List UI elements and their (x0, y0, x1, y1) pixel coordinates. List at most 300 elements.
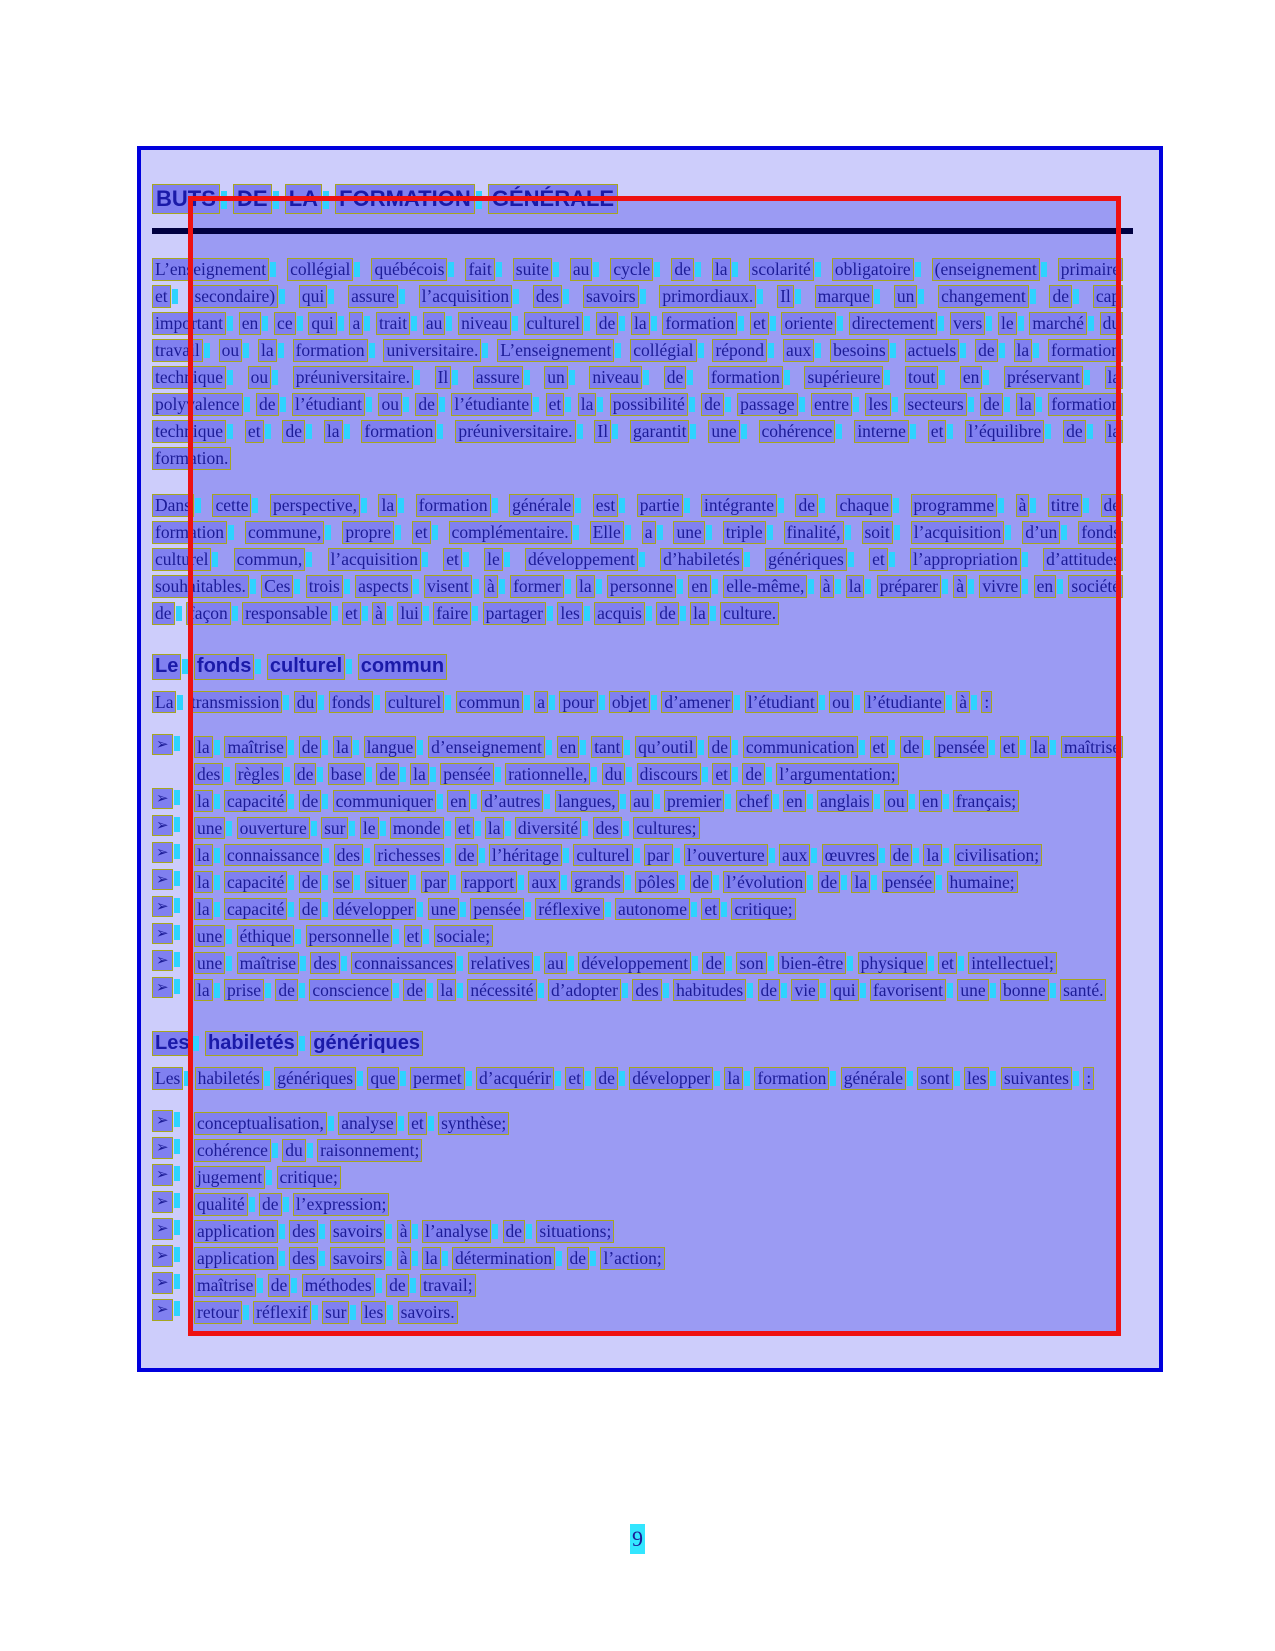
space-marker (386, 1224, 392, 1239)
ocr-word: l’appropriation (910, 548, 1021, 571)
space-marker (265, 424, 271, 439)
space-marker (278, 343, 284, 358)
ocr-word: possibilité (610, 393, 688, 416)
page-title (152, 184, 1123, 214)
title-rule (152, 228, 1133, 234)
ocr-word: en (783, 790, 806, 813)
list-bullet-icon: ➢ (152, 1137, 173, 1159)
bullet-cell (152, 923, 180, 945)
space-marker (807, 875, 813, 890)
space-marker (874, 289, 880, 304)
space-marker (947, 424, 953, 439)
space-marker (983, 370, 989, 385)
space-marker (770, 316, 776, 331)
ocr-word: le (360, 817, 379, 840)
space-marker (1036, 397, 1042, 412)
space-marker (346, 659, 352, 674)
space-marker (1022, 579, 1028, 594)
space-marker (741, 424, 747, 439)
list-item (152, 869, 1123, 896)
space-marker (924, 740, 930, 755)
text-line (152, 689, 1123, 716)
space-marker (947, 983, 953, 998)
ocr-word: de (596, 312, 619, 335)
list-bullet-icon: ➢ (152, 977, 173, 999)
space-marker (311, 821, 317, 836)
space-marker (524, 370, 530, 385)
space-marker (176, 606, 182, 621)
ocr-word: capacité (224, 790, 287, 813)
space-marker (294, 579, 300, 594)
ocr-word: programme (911, 494, 998, 517)
text-line (152, 337, 1123, 364)
space-marker (214, 740, 220, 755)
space-marker (174, 1301, 180, 1316)
space-marker (193, 1036, 199, 1051)
space-marker (174, 925, 180, 940)
space-marker (943, 794, 949, 809)
space-marker (732, 740, 738, 755)
space-marker (568, 956, 574, 971)
list-item-line (152, 842, 1123, 869)
ocr-word: méthodes (302, 1274, 375, 1297)
ocr-word: critique; (731, 898, 795, 921)
ocr-word: la (422, 1247, 441, 1270)
ocr-word: et (870, 736, 889, 759)
space-marker (349, 821, 355, 836)
space-marker (452, 370, 458, 385)
list-item (152, 1164, 1123, 1191)
space-marker (366, 767, 372, 782)
ocr-word: interne (854, 420, 909, 443)
ocr-word: la (324, 420, 343, 443)
list-item-line (152, 923, 1123, 950)
ocr-word: ou (829, 691, 853, 714)
ocr-word: l’acquisition (328, 548, 421, 571)
space-marker (214, 902, 220, 917)
space-marker (1041, 262, 1047, 277)
space-marker (573, 525, 579, 540)
space-marker (939, 370, 945, 385)
space-marker (174, 1274, 180, 1289)
space-marker (1083, 498, 1089, 513)
space-marker (698, 740, 704, 755)
space-marker (505, 821, 511, 836)
ocr-word: des (194, 763, 223, 786)
ocr-word: générale (841, 1067, 906, 1090)
space-marker (622, 983, 628, 998)
space-marker (475, 821, 481, 836)
space-marker (907, 1071, 913, 1086)
ocr-word: directement (849, 312, 938, 335)
ocr-word: langues, (555, 790, 619, 813)
ocr-word: cohérence (194, 1139, 271, 1162)
space-marker (710, 606, 716, 621)
space-marker (986, 316, 992, 331)
space-marker (362, 606, 368, 621)
ocr-word: Les (152, 1067, 183, 1090)
list-bullet-icon: ➢ (152, 923, 173, 945)
list-bullet-icon: ➢ (152, 1245, 173, 1267)
ocr-word: physique (858, 952, 927, 975)
ocr-word: critique; (277, 1166, 341, 1189)
space-marker (479, 848, 485, 863)
ocr-word: analyse (338, 1112, 396, 1135)
ocr-word: (enseignement (932, 258, 1040, 281)
space-marker (769, 848, 775, 863)
space-marker (1030, 289, 1036, 304)
ocr-word: des (593, 817, 622, 840)
bullet-cell (152, 1110, 180, 1132)
space-marker (307, 1143, 313, 1158)
ocr-word: l’étudiant (745, 691, 818, 714)
ocr-word: finalité, (784, 521, 844, 544)
space-marker (174, 1166, 180, 1181)
text-line (194, 869, 1123, 896)
space-marker (593, 262, 599, 277)
space-marker (174, 898, 180, 913)
ocr-word: les (964, 1067, 989, 1090)
ocr-word: du (282, 1139, 306, 1162)
space-marker (1018, 316, 1024, 331)
space-marker (626, 767, 632, 782)
space-marker (1087, 424, 1093, 439)
ocr-word: capacité (224, 898, 287, 921)
ocr-word: sur (321, 817, 348, 840)
ocr-word: cohérence (759, 420, 836, 443)
ocr-word: l’étudiante (864, 691, 945, 714)
ocr-word: ou (378, 393, 402, 416)
space-marker (279, 1224, 285, 1239)
space-marker (457, 956, 463, 971)
space-marker (563, 289, 569, 304)
ocr-word: d’un (1022, 521, 1060, 544)
paragraph (152, 1065, 1123, 1092)
ocr-word: transmission (188, 691, 282, 714)
ocr-word: au (630, 790, 653, 813)
ocr-word: trait (376, 312, 410, 335)
list-item-line (152, 1137, 1123, 1164)
space-marker (482, 343, 488, 358)
ocr-word: l’ouverture (684, 844, 768, 867)
text-line (152, 519, 1123, 546)
space-marker (398, 498, 404, 513)
ocr-word: habiletés (195, 1067, 263, 1090)
ocr-word: d’amener (661, 691, 733, 714)
ocr-word: formation (1048, 393, 1123, 416)
space-marker (322, 794, 328, 809)
space-marker (224, 767, 230, 782)
list-item (152, 842, 1123, 869)
space-marker (845, 525, 851, 540)
ocr-word: en (960, 366, 983, 389)
ocr-word: rationnelle, (505, 763, 590, 786)
ocr-word: de (1049, 285, 1072, 308)
space-marker (795, 289, 801, 304)
space-marker (322, 875, 328, 890)
ocr-word: qualité (194, 1193, 248, 1216)
ocr-word: au (544, 952, 567, 975)
space-marker (553, 262, 559, 277)
ocr-word: la (258, 339, 277, 362)
space-marker (430, 767, 436, 782)
space-marker (837, 316, 843, 331)
space-marker (591, 767, 597, 782)
space-marker (767, 525, 773, 540)
ocr-word: perspective, (270, 494, 360, 517)
space-marker (427, 983, 433, 998)
ocr-word: Dans (152, 494, 194, 517)
space-marker (625, 525, 631, 540)
space-marker (204, 343, 210, 358)
ocr-word: de (758, 979, 781, 1002)
space-marker (299, 1036, 305, 1051)
ocr-word: la (194, 736, 213, 759)
ocr-word: formation. (152, 447, 231, 470)
ocr-word: la (194, 898, 213, 921)
ocr-word: commune, (245, 521, 324, 544)
ocr-word: technique (152, 366, 226, 389)
ocr-word: travail (152, 339, 203, 362)
space-marker (243, 1305, 249, 1320)
space-marker (243, 343, 249, 358)
space-marker (354, 875, 360, 890)
space-marker (738, 316, 744, 331)
space-marker (288, 875, 294, 890)
space-marker (414, 370, 420, 385)
space-marker (936, 875, 942, 890)
ocr-word: d’habiletés (660, 548, 743, 571)
ocr-word: : (981, 691, 992, 714)
list-bullet-icon: ➢ (152, 1218, 173, 1240)
ocr-word: une (673, 521, 704, 544)
space-marker (172, 289, 178, 304)
space-marker (744, 552, 750, 567)
ocr-word: de (702, 952, 725, 975)
space-marker (619, 316, 625, 331)
text-line (194, 923, 1123, 950)
list-item-line (152, 1245, 1123, 1272)
ocr-word: en (447, 790, 470, 813)
ocr-word: en (688, 575, 711, 598)
space-marker (999, 343, 1005, 358)
space-marker (998, 498, 1004, 513)
text-line (194, 1299, 1123, 1326)
ocr-word: ce (274, 312, 296, 335)
ocr-word: rapport (461, 871, 518, 894)
text-line (152, 364, 1123, 391)
space-marker (437, 424, 443, 439)
space-marker (226, 956, 232, 971)
bullet-cell (152, 788, 180, 810)
ocr-word: marque (815, 285, 873, 308)
space-marker (1088, 316, 1094, 331)
ocr-word: de (795, 494, 818, 517)
space-marker (445, 821, 451, 836)
ocr-word: la (333, 736, 352, 759)
space-marker (734, 695, 740, 710)
ocr-word: la (1014, 339, 1033, 362)
ocr-word: langue (364, 736, 417, 759)
ocr-word: à (956, 691, 970, 714)
ocr-word: façon (186, 602, 231, 625)
space-marker (612, 424, 618, 439)
text-line (194, 761, 1123, 788)
space-marker (524, 695, 530, 710)
ocr-word: garantit (630, 420, 689, 443)
space-marker (712, 579, 718, 594)
space-marker (892, 397, 898, 412)
page-content (141, 150, 1159, 1326)
space-marker (698, 343, 704, 358)
text-line (194, 734, 1123, 761)
ocr-word: DE (233, 184, 272, 214)
space-marker (943, 848, 949, 863)
ocr-word: les (361, 1301, 386, 1324)
ocr-word: pensée (934, 736, 988, 759)
ocr-word: à (372, 602, 386, 625)
ocr-word: les (865, 393, 890, 416)
space-marker (398, 1116, 404, 1131)
space-marker (445, 695, 451, 710)
ocr-word: qui (299, 285, 327, 308)
section-heading (152, 1030, 1123, 1057)
ocr-word: partie (637, 494, 683, 517)
ocr-word: répond (712, 339, 767, 362)
ocr-word: de (403, 979, 426, 1002)
ocr-word: nécessité (467, 979, 536, 1002)
space-marker (423, 929, 429, 944)
space-marker (403, 397, 409, 412)
text-line (194, 815, 1123, 842)
ocr-word: de (275, 979, 298, 1002)
ocr-word: acquis (594, 602, 645, 625)
list-item (152, 815, 1123, 842)
space-marker (214, 875, 220, 890)
space-marker (687, 370, 693, 385)
space-marker (938, 316, 944, 331)
space-marker (1061, 525, 1067, 540)
space-marker (364, 848, 370, 863)
list-item-line (152, 815, 1123, 842)
ocr-word: ou (884, 790, 908, 813)
space-marker (412, 1251, 418, 1266)
ocr-word: retour (194, 1301, 242, 1324)
ocr-word: l’analyse (422, 1220, 491, 1243)
ocr-word: le (484, 548, 503, 571)
list-item (152, 1272, 1123, 1299)
space-marker (272, 1143, 278, 1158)
space-marker (556, 1251, 562, 1266)
list-item (152, 734, 1123, 788)
ocr-word: vivre (979, 575, 1021, 598)
ocr-word: par (421, 871, 449, 894)
ocr-word: la (410, 763, 429, 786)
space-marker (380, 821, 386, 836)
list-bullet-icon: ➢ (152, 734, 173, 756)
space-marker (499, 579, 505, 594)
ocr-word: la (923, 844, 942, 867)
space-marker (280, 397, 286, 412)
space-marker (1022, 552, 1028, 567)
ocr-word: pensée (470, 898, 524, 921)
space-marker (257, 1278, 263, 1293)
space-marker (680, 606, 686, 621)
space-marker (174, 1220, 180, 1235)
ocr-word: de (900, 736, 923, 759)
space-marker (990, 1071, 996, 1086)
ocr-word: capacité (224, 871, 287, 894)
space-marker (376, 1278, 382, 1293)
space-marker (778, 498, 784, 513)
ocr-word: savoirs (583, 285, 639, 308)
ocr-word: propre (342, 521, 394, 544)
text-line (152, 546, 1123, 573)
text-line (152, 256, 1123, 283)
ocr-word: entre (811, 393, 852, 416)
space-marker (784, 370, 790, 385)
space-marker (619, 498, 625, 513)
list-bullet-icon: ➢ (152, 1110, 173, 1132)
ocr-word: Il (435, 366, 452, 389)
space-marker (417, 740, 423, 755)
ocr-word: synthèse; (438, 1112, 509, 1135)
ocr-word: cap (1093, 285, 1123, 308)
ocr-word: à (484, 575, 498, 598)
bullet-cell (152, 842, 180, 864)
ocr-word: fonds (194, 654, 254, 680)
ocr-word: la (690, 602, 709, 625)
ocr-word: en (1034, 575, 1057, 598)
space-marker (555, 1071, 561, 1086)
list-item-line (152, 1299, 1123, 1326)
bullet-cell (152, 1218, 180, 1240)
ocr-word: application (194, 1220, 278, 1243)
space-marker (338, 316, 344, 331)
space-marker (387, 606, 393, 621)
text-line (194, 950, 1123, 977)
section-heading (152, 653, 1123, 680)
space-marker (968, 579, 974, 594)
list-bullet-icon: ➢ (152, 869, 173, 891)
ocr-word: LA (285, 184, 322, 214)
space-marker (423, 606, 429, 621)
ocr-word: a (642, 521, 656, 544)
space-marker (457, 983, 463, 998)
ocr-word: l’acquisition (911, 521, 1004, 544)
space-marker (620, 794, 626, 809)
ocr-word: aspects (355, 575, 412, 598)
ocr-word: collégial (287, 258, 353, 281)
bullet-cell (152, 950, 180, 972)
ocr-word: autonome (615, 898, 690, 921)
list-item (152, 1191, 1123, 1218)
ocr-word: communiquer (333, 790, 436, 813)
ocr-word: former (510, 575, 564, 598)
ocr-word: scolarité (749, 258, 814, 281)
space-marker (643, 370, 649, 385)
ocr-word: vers (950, 312, 985, 335)
space-marker (366, 397, 372, 412)
ocr-word: trois (306, 575, 343, 598)
ocr-word: niveau (458, 312, 511, 335)
space-marker (744, 1071, 750, 1086)
ocr-word: culture. (720, 602, 779, 625)
ocr-word: de (890, 844, 913, 867)
space-marker (1033, 343, 1039, 358)
space-marker (226, 821, 232, 836)
space-marker (400, 1071, 406, 1086)
